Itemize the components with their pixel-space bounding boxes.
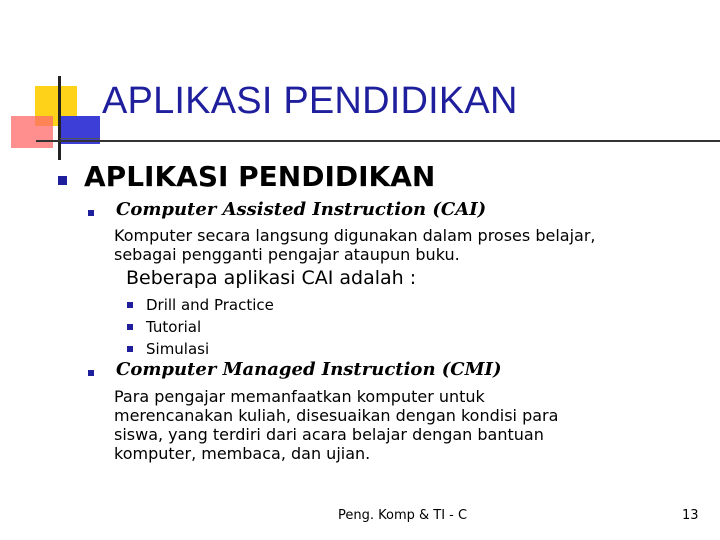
page-number: 13 — [682, 508, 699, 523]
cai-apps-heading: Beberapa aplikasi CAI adalah : — [126, 267, 417, 289]
main-heading: APLIKASI PENDIDIKAN — [84, 160, 436, 193]
logo-red-square — [11, 116, 53, 148]
logo-short-line — [60, 138, 100, 139]
cai-label: Computer Assisted Instruction (CAI) — [116, 199, 487, 220]
bullet-icon — [88, 370, 94, 376]
cai-app-item: Drill and Practice — [146, 296, 274, 314]
cai-description — [114, 226, 595, 264]
decorative-logo — [0, 0, 110, 170]
footer-text: Peng. Komp & TI - C — [338, 508, 468, 523]
cmi-label: Computer Managed Instruction (CMI) — [116, 359, 502, 380]
page-title: APLIKASI PENDIDIKAN — [102, 80, 518, 122]
cai-desc-line: Komputer secara langsung digunakan dalam proses belajar, — [114, 226, 596, 245]
bullet-icon — [127, 346, 133, 352]
bullet-icon — [88, 210, 94, 216]
cmi-desc-line: siswa, yang terdiri dari acara belajar dengan bantuan — [114, 425, 544, 444]
title-divider-line — [36, 140, 720, 142]
cmi-desc-line: Para pengajar memanfaatkan komputer untuk — [114, 387, 485, 406]
cmi-desc-line: merencanakan kuliah, disesuaikan dengan kondisi para — [114, 406, 559, 425]
cai-desc-line: sebagai pengganti pengajar ataupun buku. — [114, 245, 460, 264]
bullet-icon — [127, 324, 133, 330]
cmi-desc-line: komputer, membaca, dan ujian. — [114, 444, 371, 463]
cai-app-item: Tutorial — [146, 318, 202, 336]
cai-app-item: Simulasi — [146, 340, 210, 358]
bullet-icon — [127, 302, 133, 308]
bullet-icon — [58, 176, 67, 185]
cmi-description — [114, 387, 558, 463]
logo-vertical-line — [58, 76, 61, 160]
